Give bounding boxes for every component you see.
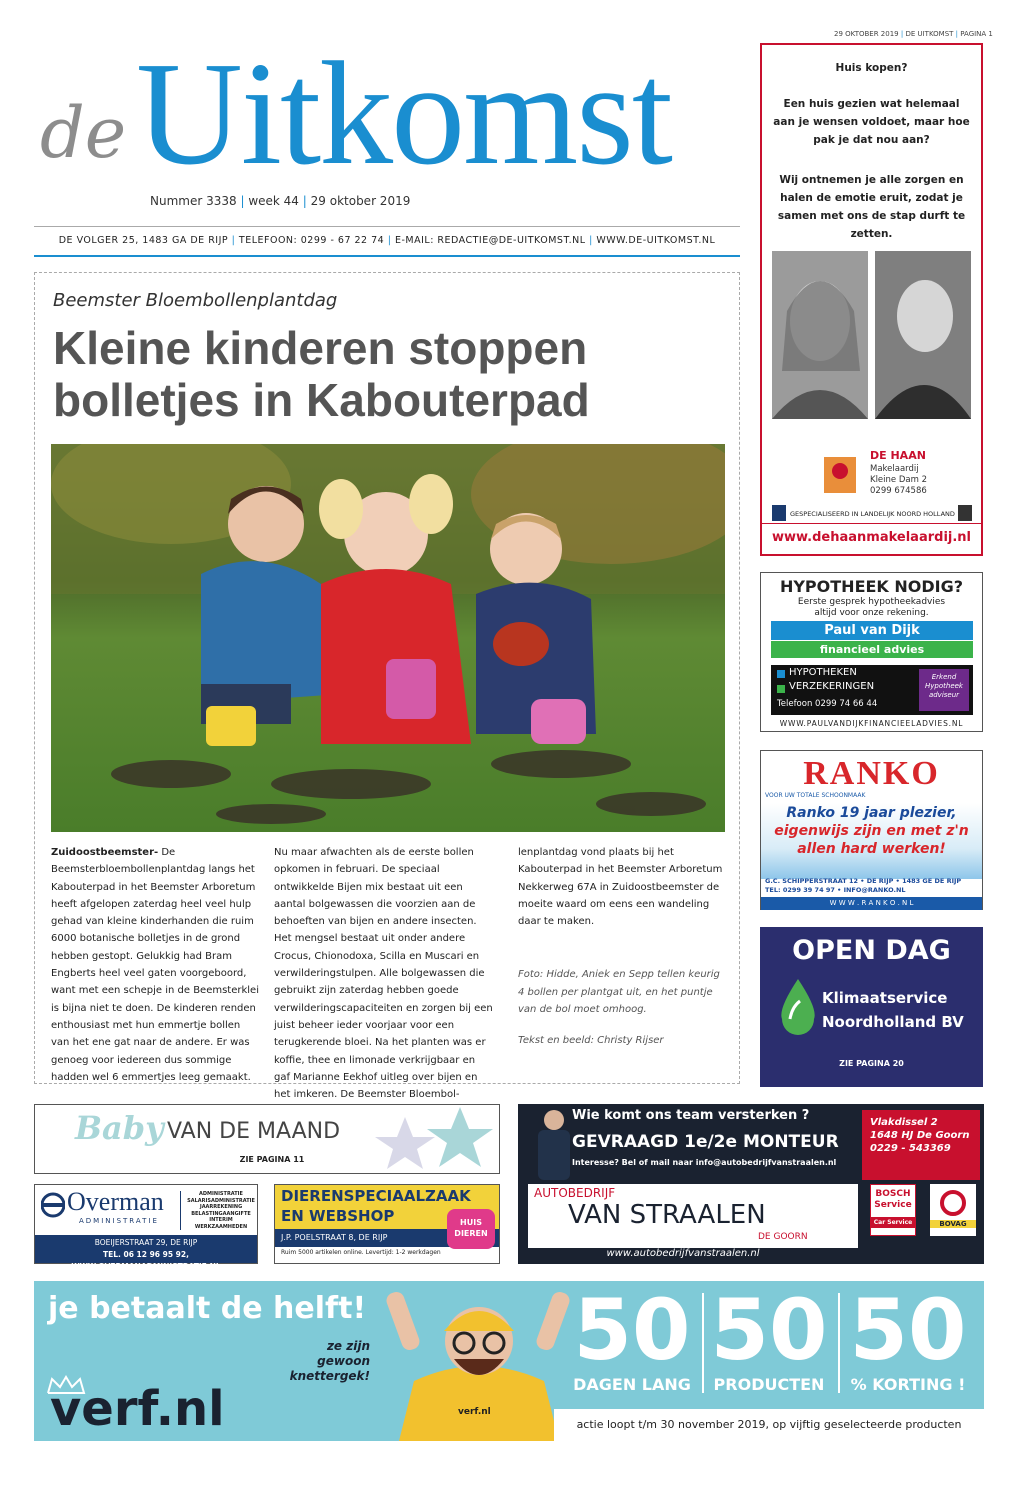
vs-website[interactable]: www.autobedrijfvanstraalen.nl xyxy=(606,1248,760,1259)
haan-website[interactable]: www.dehaanmakelaardij.nl xyxy=(762,523,981,545)
haan-paragraph-2: Wij ontnemen je alle zorgen en halen de emotie eruit, zodat je samen met ons de stap durft te zetten. xyxy=(777,174,966,240)
huis-dieren-logo xyxy=(447,1209,495,1249)
topline-paper: DE UITKOMST xyxy=(905,30,954,38)
overman-name: Overman xyxy=(67,1187,164,1216)
verf-sub-1: ze zijn gewoon xyxy=(317,1339,370,1368)
photo-man xyxy=(875,251,971,419)
hyp-title: HYPOTHEEK NODIG? xyxy=(779,577,964,596)
hyp-website[interactable]: WWW.PAULVANDIJKFINANCIEELADVIES.NL xyxy=(779,719,964,728)
overman-address: BOEIJERSTRAAT 29, DE RIJP xyxy=(94,1238,198,1247)
article-headline: Kleine kinderen stoppen bolletjes in Kabouterpad xyxy=(53,322,590,426)
verf-sub xyxy=(270,1339,370,1384)
vs-auto: AUTOBEDRIJF xyxy=(534,1186,616,1200)
vs-title: GEVRAAGD 1e/2e MONTEUR xyxy=(572,1132,839,1152)
water-drop-icon xyxy=(778,979,818,1035)
overman-tel[interactable]: TEL. 06 12 96 95 92, WWW.OVERMANADMINISTRATIE.NL xyxy=(71,1250,221,1271)
ranko-line-2: eigenwijs zijn en met z'n xyxy=(774,823,969,839)
haan-tagline: GESPECIALISEERD IN LANDELIJK NOORD HOLLAND xyxy=(790,510,955,518)
mechanic-svg xyxy=(534,1106,574,1180)
woman-portrait xyxy=(772,251,868,419)
bosch-text: BOSCH xyxy=(875,1189,911,1199)
ad-open-dag[interactable] xyxy=(760,927,983,1087)
logo-de: de xyxy=(40,92,127,174)
badge-line-3: adviseur xyxy=(928,691,960,699)
overman-logo-svg xyxy=(41,1191,65,1219)
squirrel-logo-icon xyxy=(820,453,860,497)
bovag-text: BOVAG xyxy=(930,1220,976,1228)
fifty-label-2: PRODUCTEN xyxy=(713,1375,825,1394)
hyp-item-1: HYPOTHEKEN xyxy=(789,667,857,678)
overman-service-3: JAARREKENING xyxy=(199,1204,243,1210)
erkend-badge xyxy=(919,669,969,711)
excited-man-figure xyxy=(384,1281,574,1441)
man-svg xyxy=(384,1281,574,1441)
fifty-label-3: % KORTING ! xyxy=(850,1375,966,1394)
contact-address: DE VOLGER 25, 1483 GA DE RIJP xyxy=(58,235,229,246)
verf-footer: actie loopt t/m 30 november 2019, op vijftig geselecteerde producten xyxy=(554,1409,984,1441)
vs-name: VAN STRAALEN xyxy=(568,1200,766,1230)
ranko-address xyxy=(765,877,961,895)
overman-logo-icon xyxy=(41,1191,65,1219)
ad-ranko[interactable] xyxy=(760,750,983,910)
vs-address-box xyxy=(862,1110,980,1180)
photo-caption: Foto: Hidde, Aniek en Sepp tellen keurig 4 bollen per plantgat uit, en het puntje van de bol moet omhoog. xyxy=(518,969,720,1016)
fifty-2: 50 xyxy=(710,1281,828,1379)
ranko-website[interactable]: W W W . R A N K O . N L xyxy=(761,897,982,910)
haan-phone: 0299 674586 xyxy=(870,486,927,496)
overman-service-2: SALARISADMINISTRATIE xyxy=(187,1197,255,1204)
overman-footer xyxy=(35,1235,257,1271)
verf-headline: je betaalt de helft! xyxy=(48,1291,367,1326)
bovag-logo xyxy=(930,1184,976,1236)
hyp-sub-1: Eerste gesprek hypotheekadvies xyxy=(797,597,946,607)
fifty-label-1: DAGEN LANG xyxy=(573,1375,691,1394)
overman-service-5: INTERIM WERKZAAMHEDEN xyxy=(194,1217,248,1230)
dieren-address: J.P. POELSTRAAT 8, DE RIJP xyxy=(275,1229,499,1247)
man-portrait xyxy=(875,251,971,419)
ranko-sub: VOOR UW TOTALE SCHOONMAAK xyxy=(765,792,866,799)
issue-number: Nummer 3338 xyxy=(150,194,237,208)
photo-woman xyxy=(772,251,868,419)
hyp-sub-2: altijd voor onze rekening. xyxy=(814,608,929,618)
squirrel-logo-svg xyxy=(820,453,860,497)
haan-street: Kleine Dam 2 xyxy=(870,475,927,485)
hyp-sub xyxy=(761,597,982,619)
baby-ref: ZIE PAGINA 11 xyxy=(239,1155,305,1164)
contact-phone: TELEFOON: 0299 - 67 22 74 xyxy=(238,235,385,246)
verf-sub-2: knettergek! xyxy=(289,1369,370,1383)
bovag-circle-icon xyxy=(940,1190,966,1216)
contact-email[interactable]: E-MAIL: REDACTIE@DE-UITKOMST.NL xyxy=(394,235,586,246)
mva-logo-icon xyxy=(958,505,972,521)
hyp-name-2: financieel advies xyxy=(771,641,973,658)
ranko-address-2: TEL: 0299 39 74 97 • INFO@RANKO.NL xyxy=(765,886,906,894)
article-col1-text: De Beemsterbloembollenplantdag langs het Kabouterpad in het Beemster Arboretum heeft afgelopen zaterdag heel veel hulp gehad van kleine kinderhanden die ruim 6000 botanische bolletjes in de grond hebben gestopt. Gelukkig had Bram Engberts heel veel gaten voorgeboord, want met een schepje in de Beemsterklei is bijna niet te doen. De kinderen renden enthousiast met hun emmertje bollen van het ene gat naar de andere. Er was genoeg voor iedereen dus sommige hadden wel 6 emmertjes leeg gemaakt. xyxy=(51,847,259,1083)
dieren-title-2: EN WEBSHOP xyxy=(281,1207,395,1225)
huis-dieren-logo-1: HUIS xyxy=(460,1218,482,1227)
haan-sub: Makelaardij xyxy=(870,464,919,474)
vs-logo-panel xyxy=(528,1184,858,1248)
article-kicker: Beemster Bloembollenplantdag xyxy=(53,290,338,311)
hyp-dark-panel xyxy=(771,665,973,715)
badge-line-2: Hypotheek xyxy=(925,682,963,690)
klimaat-line-1: Klimaatservice xyxy=(822,989,948,1007)
badge-line-1: Erkend xyxy=(931,673,957,681)
contact-bar: DE VOLGER 25, 1483 GA DE RIJP | TELEFOON: 0299 - 67 22 74 | E-MAIL: REDACTIE@DE-UITKOMST.NL | WWW.DE-UITKOMST.NL xyxy=(34,226,740,257)
ad-paul-van-dijk[interactable] xyxy=(760,572,983,732)
shirt-logo: verf.nl xyxy=(458,1407,491,1417)
overman-sub: ADMINISTRATIE xyxy=(79,1217,159,1225)
contact-website[interactable]: WWW.DE-UITKOMST.NL xyxy=(596,235,716,246)
mechanic-figure-icon xyxy=(534,1106,574,1180)
open-dag-title: OPEN DAG xyxy=(792,935,951,966)
article-col3-text: lenplantdag vond plaats bij het Kabouterpad in het Beemster Arboretum Nekkerweg 67A in Zuidoostbeemster de moeite waard om eens een wandeling daar te maken. xyxy=(518,847,723,928)
ranko-line-1: Ranko 19 jaar plezier, xyxy=(786,805,957,821)
fifty-3: 50 xyxy=(849,1281,967,1379)
article-column-3 xyxy=(518,844,728,1050)
ad-de-haan[interactable] xyxy=(760,43,983,556)
haan-address-block xyxy=(870,464,927,497)
hyp-bullet-green-icon xyxy=(777,685,785,693)
haan-question: Huis kopen? xyxy=(835,62,908,74)
baby-word: Baby xyxy=(75,1109,164,1147)
hyp-phone: Telefoon 0299 74 66 44 xyxy=(777,699,878,709)
hyp-item-2: VERZEKERINGEN xyxy=(789,681,875,692)
bosch-service-text: Service xyxy=(874,1200,912,1210)
topline-date: 29 OKTOBER 2019 xyxy=(834,30,899,38)
ranko-line-3: allen hard werken! xyxy=(797,841,946,857)
page-topline: 29 OKTOBER 2019 | DE UITKOMST | PAGINA 1 xyxy=(834,30,993,38)
huis-dieren-logo-2: DIEREN xyxy=(454,1229,488,1238)
article-column-1 xyxy=(51,844,261,1086)
verf-brand: verf.nl xyxy=(50,1381,225,1437)
overman-services xyxy=(180,1191,257,1230)
dieren-note: Ruim 5000 artikelen online. Levertijd: 1-2 werkdagen xyxy=(281,1249,441,1256)
ranko-address-1: G.C. SCHIPPERSTRAAT 12 • DE RIJP • 1483 GE DE RIJP xyxy=(765,877,962,885)
ad-baby-van-de-maand[interactable] xyxy=(34,1104,500,1174)
stars-svg xyxy=(375,1107,495,1173)
dieren-title-1: DIERENSPECIAALZAAK xyxy=(281,1187,471,1205)
drop-svg xyxy=(778,979,818,1035)
vs-address-1: Vlakdissel 2 xyxy=(870,1117,938,1128)
klimaat-line-2: Noordholland BV xyxy=(822,1013,964,1031)
bosch-service-logo xyxy=(870,1184,916,1236)
overman-service-4: BELASTINGAANGIFTE xyxy=(191,1210,251,1217)
hyp-bullet-blue-icon xyxy=(777,670,785,678)
ad-dierenspeciaalzaak[interactable] xyxy=(274,1184,500,1264)
article-column-2: Nu maar afwachten als de eerste bollen opkomen in februari. De speciaal ontwikkelde Bijen mix bestaat uit een aantal bolgewassen die voorzien aan de behoeften van bijen en andere insecten. Het mengsel bestaat uit onder andere Crocus, Chionodoxa, Scilla en Muscari en verwilderingstulpen. Alle bolgewassen die gebruikt zijn zaterdag hebben goede verwilderingscapaciteiten en zorgen bij een juist beheer ieder voorjaar voor een terugkerende bloei. Na het planten was er koffie, thee en limonade verkrijgbaar en gaf Marianne Eekhof uitleg over bijen en het imkeren. De Beemster Bloembol- xyxy=(274,847,493,1101)
haan-paragraph-1: Een huis gezien wat helemaal aan je wensen voldoet, maar hoe pak je dat nou aan? xyxy=(773,98,970,146)
article-photo xyxy=(51,444,725,832)
children-planting-photo xyxy=(51,444,725,832)
ad-van-straalen[interactable] xyxy=(518,1104,984,1264)
vs-address-3: 0229 - 543369 xyxy=(870,1143,951,1154)
ranko-name: RANKO xyxy=(803,755,940,792)
ad-overman[interactable] xyxy=(34,1184,258,1271)
hyp-name: Paul van Dijk xyxy=(771,621,973,640)
overman-service-1: ADMINISTRATIE xyxy=(199,1191,243,1197)
fifty-1: 50 xyxy=(573,1281,691,1379)
issue-date: 29 oktober 2019 xyxy=(310,194,411,208)
issue-line: Nummer 3338 | week 44 | 29 oktober 2019 xyxy=(150,194,411,208)
topline-page: PAGINA 1 xyxy=(960,30,993,38)
logo-uitkomst: Uitkomst xyxy=(136,32,671,196)
baby-rest: VAN DE MAAND xyxy=(167,1119,341,1144)
photo-credit: Tekst en beeld: Christy Rijser xyxy=(518,1035,664,1047)
ranko-water-panel xyxy=(761,803,982,879)
nvm-logo-icon xyxy=(772,505,786,521)
vs-sub: Interesse? Bel of mail naar info@autobedrijfvanstraalen.nl xyxy=(572,1158,837,1167)
open-dag-ref: ZIE PAGINA 20 xyxy=(839,1059,904,1068)
vs-address-2: 1648 HJ De Goorn xyxy=(870,1130,970,1141)
ad-verf-nl[interactable] xyxy=(34,1281,984,1441)
issue-week: week 44 xyxy=(248,194,299,208)
bosch-carservice-text: Car Service xyxy=(871,1217,915,1228)
haan-name: DE HAAN xyxy=(870,449,926,462)
vs-place: DE GOORN xyxy=(758,1232,808,1242)
star-decoration-icon xyxy=(375,1107,495,1173)
article-lead: Zuidoostbeemster- xyxy=(51,847,159,858)
vs-question: Wie komt ons team versterken ? xyxy=(572,1108,810,1123)
